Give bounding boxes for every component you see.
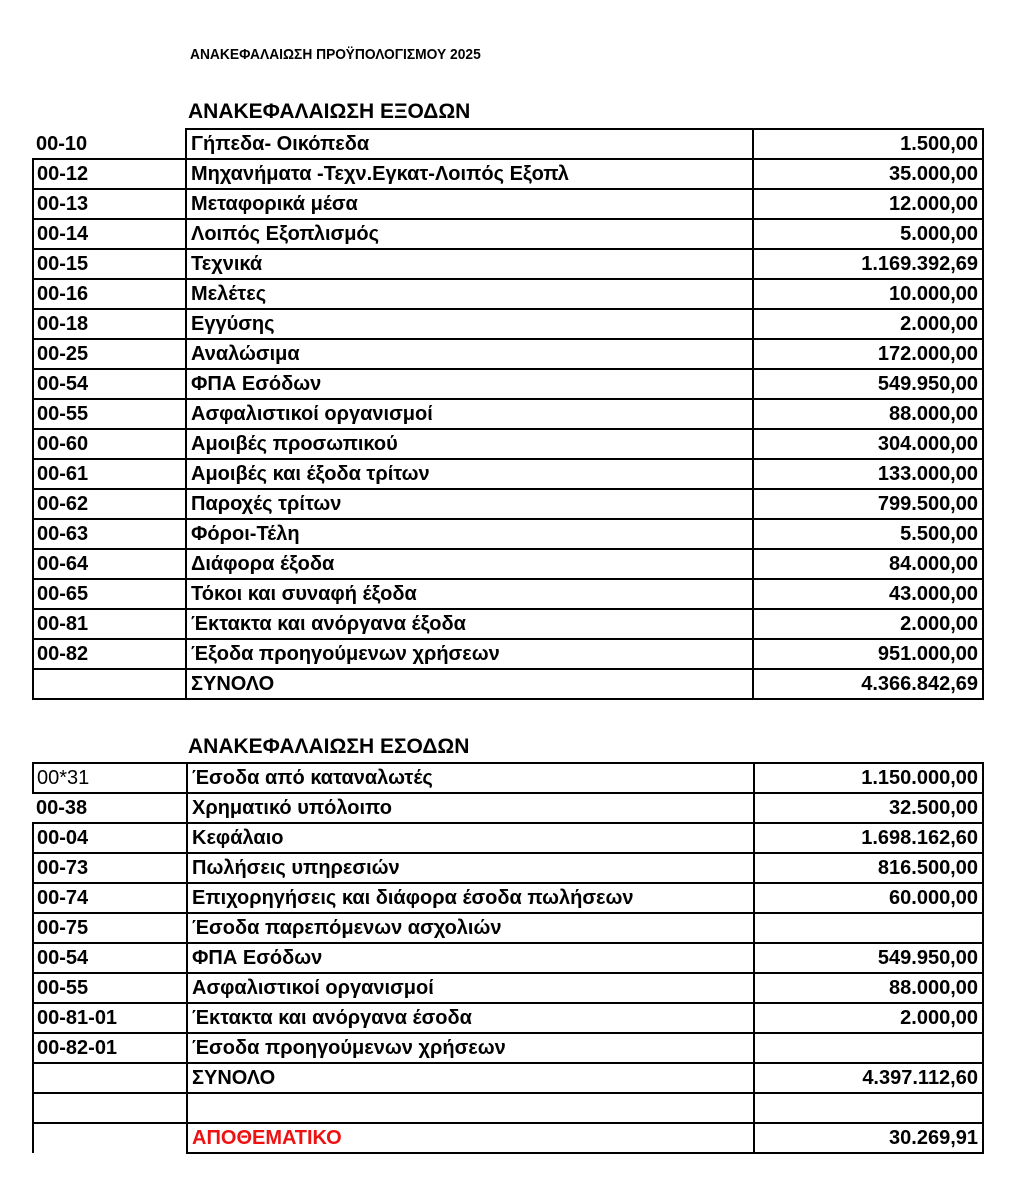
value-cell: 10.000,00 (753, 279, 983, 309)
label-cell: ΣΥΝΟΛΟ (187, 1063, 754, 1093)
value-cell: 304.000,00 (753, 429, 983, 459)
table-row (33, 1003, 983, 1033)
code-cell: 00-74 (33, 883, 187, 913)
label-cell: Έκτακτα και ανόργανα έσοδα (187, 1003, 754, 1033)
total-row (33, 669, 983, 699)
code-cell: 00-63 (33, 519, 186, 549)
label-cell: Διάφορα έξοδα (186, 549, 753, 579)
value-cell: 1.150.000,00 (754, 763, 983, 793)
code-cell (33, 1093, 187, 1123)
value-cell: 1.169.392,69 (753, 249, 983, 279)
value-cell (754, 1093, 983, 1123)
value-cell: 2.000,00 (754, 1003, 983, 1033)
table-row (33, 883, 983, 913)
label-cell (187, 1093, 754, 1123)
table-row (33, 913, 983, 943)
label-cell: Μηχανήματα -Τεχν.Εγκατ-Λοιπός Εξοπλ (186, 159, 753, 189)
expenses-section-title: ΑΝΑΚΕΦΑΛΑΙΩΣΗ ΕΞΟΔΩΝ (188, 100, 471, 123)
label-cell: Πωλήσεις υπηρεσιών (187, 853, 754, 883)
value-cell: 43.000,00 (753, 579, 983, 609)
label-cell: Κεφάλαιο (187, 823, 754, 853)
code-cell: 00-38 (33, 793, 187, 823)
code-cell (33, 669, 186, 699)
value-cell: 549.950,00 (754, 943, 983, 973)
value-cell: 799.500,00 (753, 489, 983, 519)
table-row (33, 279, 983, 309)
value-cell: 4.397.112,60 (754, 1063, 983, 1093)
table-row (33, 339, 983, 369)
label-cell: Έκτακτα και ανόργανα έξοδα (186, 609, 753, 639)
total-row (33, 1063, 983, 1093)
value-cell: 1.500,00 (753, 129, 983, 159)
code-cell: 00-13 (33, 189, 186, 219)
code-cell: 00-82 (33, 639, 186, 669)
value-cell: 30.269,91 (754, 1123, 983, 1153)
code-cell: 00-61 (33, 459, 186, 489)
expenses-table (32, 128, 984, 700)
table-row (33, 249, 983, 279)
label-cell: Έσοδα παρεπόμενων ασχολιών (187, 913, 754, 943)
document-title: ΑΝΑΚΕΦΑΛΑΙΩΣΗ ΠΡΟΫΠΟΛΟΓΙΣΜΟΥ 2025 (190, 46, 481, 63)
value-cell: 1.698.162,60 (754, 823, 983, 853)
code-cell (33, 1123, 187, 1153)
table-row (33, 309, 983, 339)
value-cell (754, 1033, 983, 1063)
code-cell: 00-16 (33, 279, 186, 309)
table-row (33, 609, 983, 639)
value-cell: 32.500,00 (754, 793, 983, 823)
value-cell: 12.000,00 (753, 189, 983, 219)
code-cell: 00-04 (33, 823, 187, 853)
code-cell: 00-64 (33, 549, 186, 579)
label-cell: Αμοιβές και έξοδα τρίτων (186, 459, 753, 489)
table-row (33, 549, 983, 579)
code-cell: 00-73 (33, 853, 187, 883)
income-table (32, 762, 984, 1154)
table-row (33, 159, 983, 189)
blank-row (33, 1093, 983, 1123)
label-cell: Έξοδα προηγούμενων χρήσεων (186, 639, 753, 669)
value-cell (754, 913, 983, 943)
table-row (33, 219, 983, 249)
value-cell: 172.000,00 (753, 339, 983, 369)
label-cell: ΣΥΝΟΛΟ (186, 669, 753, 699)
label-cell: Επιχορηγήσεις και διάφορα έσοδα πωλήσεων (187, 883, 754, 913)
table-row (33, 763, 983, 793)
label-cell: Αμοιβές προσωπικού (186, 429, 753, 459)
code-cell: 00-55 (33, 973, 187, 1003)
table-row (33, 579, 983, 609)
table-row (33, 369, 983, 399)
label-cell: Χρηματικό υπόλοιπο (187, 793, 754, 823)
table-row (33, 459, 983, 489)
value-cell: 133.000,00 (753, 459, 983, 489)
label-cell: Τεχνικά (186, 249, 753, 279)
table-row (33, 853, 983, 883)
table-row (33, 973, 983, 1003)
code-cell: 00-81 (33, 609, 186, 639)
value-cell: 5.500,00 (753, 519, 983, 549)
value-cell: 951.000,00 (753, 639, 983, 669)
table-row (33, 519, 983, 549)
label-cell: Παροχές τρίτων (186, 489, 753, 519)
income-section-title: ΑΝΑΚΕΦΑΛΑΙΩΣΗ ΕΣΟΔΩΝ (188, 735, 470, 758)
label-cell: Λοιπός Εξοπλισμός (186, 219, 753, 249)
code-cell: 00-62 (33, 489, 186, 519)
value-cell: 88.000,00 (753, 399, 983, 429)
code-cell (33, 1063, 187, 1093)
reserve-row (33, 1123, 983, 1153)
table-row (33, 129, 983, 159)
value-cell: 549.950,00 (753, 369, 983, 399)
value-cell: 84.000,00 (753, 549, 983, 579)
label-cell: ΦΠΑ Εσόδων (187, 943, 754, 973)
code-cell: 00-60 (33, 429, 186, 459)
label-cell: Αναλώσιμα (186, 339, 753, 369)
label-cell: ΑΠΟΘΕΜΑΤΙΚΟ (187, 1123, 754, 1153)
value-cell: 88.000,00 (754, 973, 983, 1003)
code-cell: 00-14 (33, 219, 186, 249)
table-row (33, 189, 983, 219)
code-cell: 00-54 (33, 943, 187, 973)
label-cell: Έσοδα από καταναλωτές (187, 763, 754, 793)
code-cell: 00-55 (33, 399, 186, 429)
code-cell: 00-75 (33, 913, 187, 943)
table-row (33, 639, 983, 669)
label-cell: Ασφαλιστικοί οργανισμοί (187, 973, 754, 1003)
code-cell: 00-65 (33, 579, 186, 609)
code-cell: 00-18 (33, 309, 186, 339)
label-cell: Μεταφορικά μέσα (186, 189, 753, 219)
label-cell: Γήπεδα- Οικόπεδα (186, 129, 753, 159)
code-cell: 00*31 (33, 763, 187, 793)
table-row (33, 489, 983, 519)
label-cell: Ασφαλιστικοί οργανισμοί (186, 399, 753, 429)
label-cell: ΦΠΑ Εσόδων (186, 369, 753, 399)
value-cell: 2.000,00 (753, 609, 983, 639)
value-cell: 60.000,00 (754, 883, 983, 913)
label-cell: Έσοδα προηγούμενων χρήσεων (187, 1033, 754, 1063)
table-row (33, 793, 983, 823)
value-cell: 2.000,00 (753, 309, 983, 339)
label-cell: Τόκοι και συναφή έξοδα (186, 579, 753, 609)
table-row (33, 1033, 983, 1063)
code-cell: 00-82-01 (33, 1033, 187, 1063)
label-cell: Μελέτες (186, 279, 753, 309)
value-cell: 35.000,00 (753, 159, 983, 189)
label-cell: Φόροι-Τέλη (186, 519, 753, 549)
table-row (33, 823, 983, 853)
table-row (33, 429, 983, 459)
code-cell: 00-54 (33, 369, 186, 399)
value-cell: 816.500,00 (754, 853, 983, 883)
value-cell: 4.366.842,69 (753, 669, 983, 699)
table-row (33, 943, 983, 973)
code-cell: 00-10 (33, 129, 186, 159)
value-cell: 5.000,00 (753, 219, 983, 249)
code-cell: 00-81-01 (33, 1003, 187, 1033)
table-row (33, 399, 983, 429)
code-cell: 00-25 (33, 339, 186, 369)
code-cell: 00-12 (33, 159, 186, 189)
label-cell: Εγγύσης (186, 309, 753, 339)
code-cell: 00-15 (33, 249, 186, 279)
